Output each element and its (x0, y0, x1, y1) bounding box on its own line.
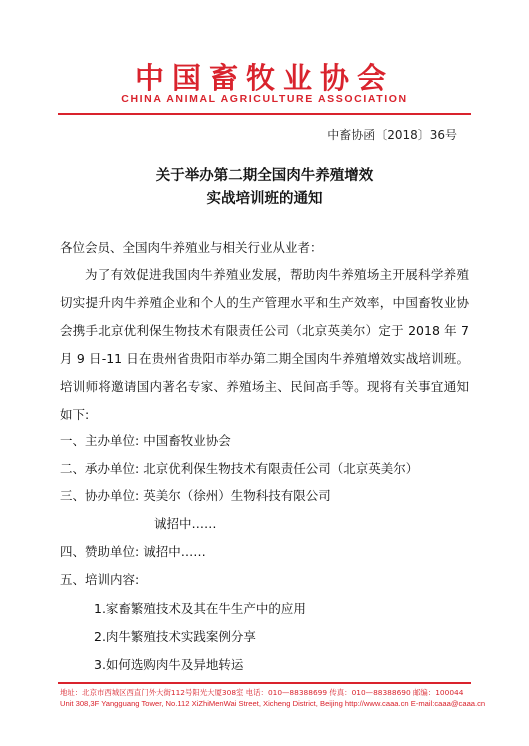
section-sponsor-value: 诚招中…… (143, 544, 206, 559)
footer-address-cn: 地址：北京市西城区西直门外大街112号阳光大厦308室 电话：010—88388699 传真：010—88388690 邮编：100044 (60, 688, 464, 697)
section-host-value: 中国畜牧业协会 (143, 433, 231, 448)
section-sponsor-label: 四、赞助单位: (60, 544, 140, 559)
footer-address-en: Unit 308,3F Yangguang Tower, No.112 XiZhiMenWai Street, Xicheng District, Beijing http://www.caaa.cn E-mail:caaa@caaa.cn (60, 699, 486, 708)
footer-divider (58, 682, 471, 684)
section-host (60, 431, 489, 451)
document-number: 中畜协函〔2018〕36号 (327, 128, 457, 142)
salutation: 各位会员、全国肉牛养殖业与相关行业从业者： (60, 240, 323, 255)
section-organizer-value: 北京优利保生物技术有限责任公司（北京英美尔） (143, 461, 419, 476)
section-sponsor (60, 542, 489, 562)
training-item: 2.肉牛繁殖技术实践案例分享 (94, 629, 256, 644)
notice-title-line1: 关于举办第二期全国肉牛养殖增效 (155, 168, 374, 184)
section-coorganizer (60, 486, 489, 506)
section-training-label: 五、培训内容: (60, 572, 140, 587)
section-host-label: 一、主办单位: (60, 433, 140, 448)
letterhead-divider (58, 113, 471, 115)
training-item: 3.如何选购肉牛及异地转运 (94, 657, 244, 672)
notice-title (0, 165, 529, 211)
section-organizer-label: 二、承办单位: (60, 461, 140, 476)
section-training-content (60, 570, 489, 590)
letterhead-org-name-en: CHINA ANIMAL AGRICULTURE ASSOCIATION (121, 93, 408, 105)
training-item: 1.家畜繁殖技术及其在牛生产中的应用 (94, 601, 306, 616)
intro-paragraph: 为了有效促进我国肉牛养殖业发展，帮助肉牛养殖场主开展科学养殖切实提升肉牛养殖企业和个人的生产管理水平和生产效率，中国畜牧业协会携手北京优利保生物技术有限责任公司（北京英美尔）定于 2018 年 7 月 9 日-11 日在贵州省贵阳市举办第二期全国肉牛养殖增效实战培训班。培训师将邀请国内著名专家、养殖场主、民间高手等。现将有关事宜通知如下: (60, 267, 469, 422)
section-organizer (60, 459, 489, 479)
section-coorganizer-value: 英美尔（徐州）生物科技有限公司 (143, 488, 331, 503)
section-coorganizer-label: 三、协办单位: (60, 488, 140, 503)
letterhead-org-name-cn: 中国畜牧业协会 (134, 61, 394, 95)
coorganizer-pending: 诚招中…… (154, 516, 217, 531)
notice-title-line2: 实战培训班的通知 (206, 191, 323, 207)
